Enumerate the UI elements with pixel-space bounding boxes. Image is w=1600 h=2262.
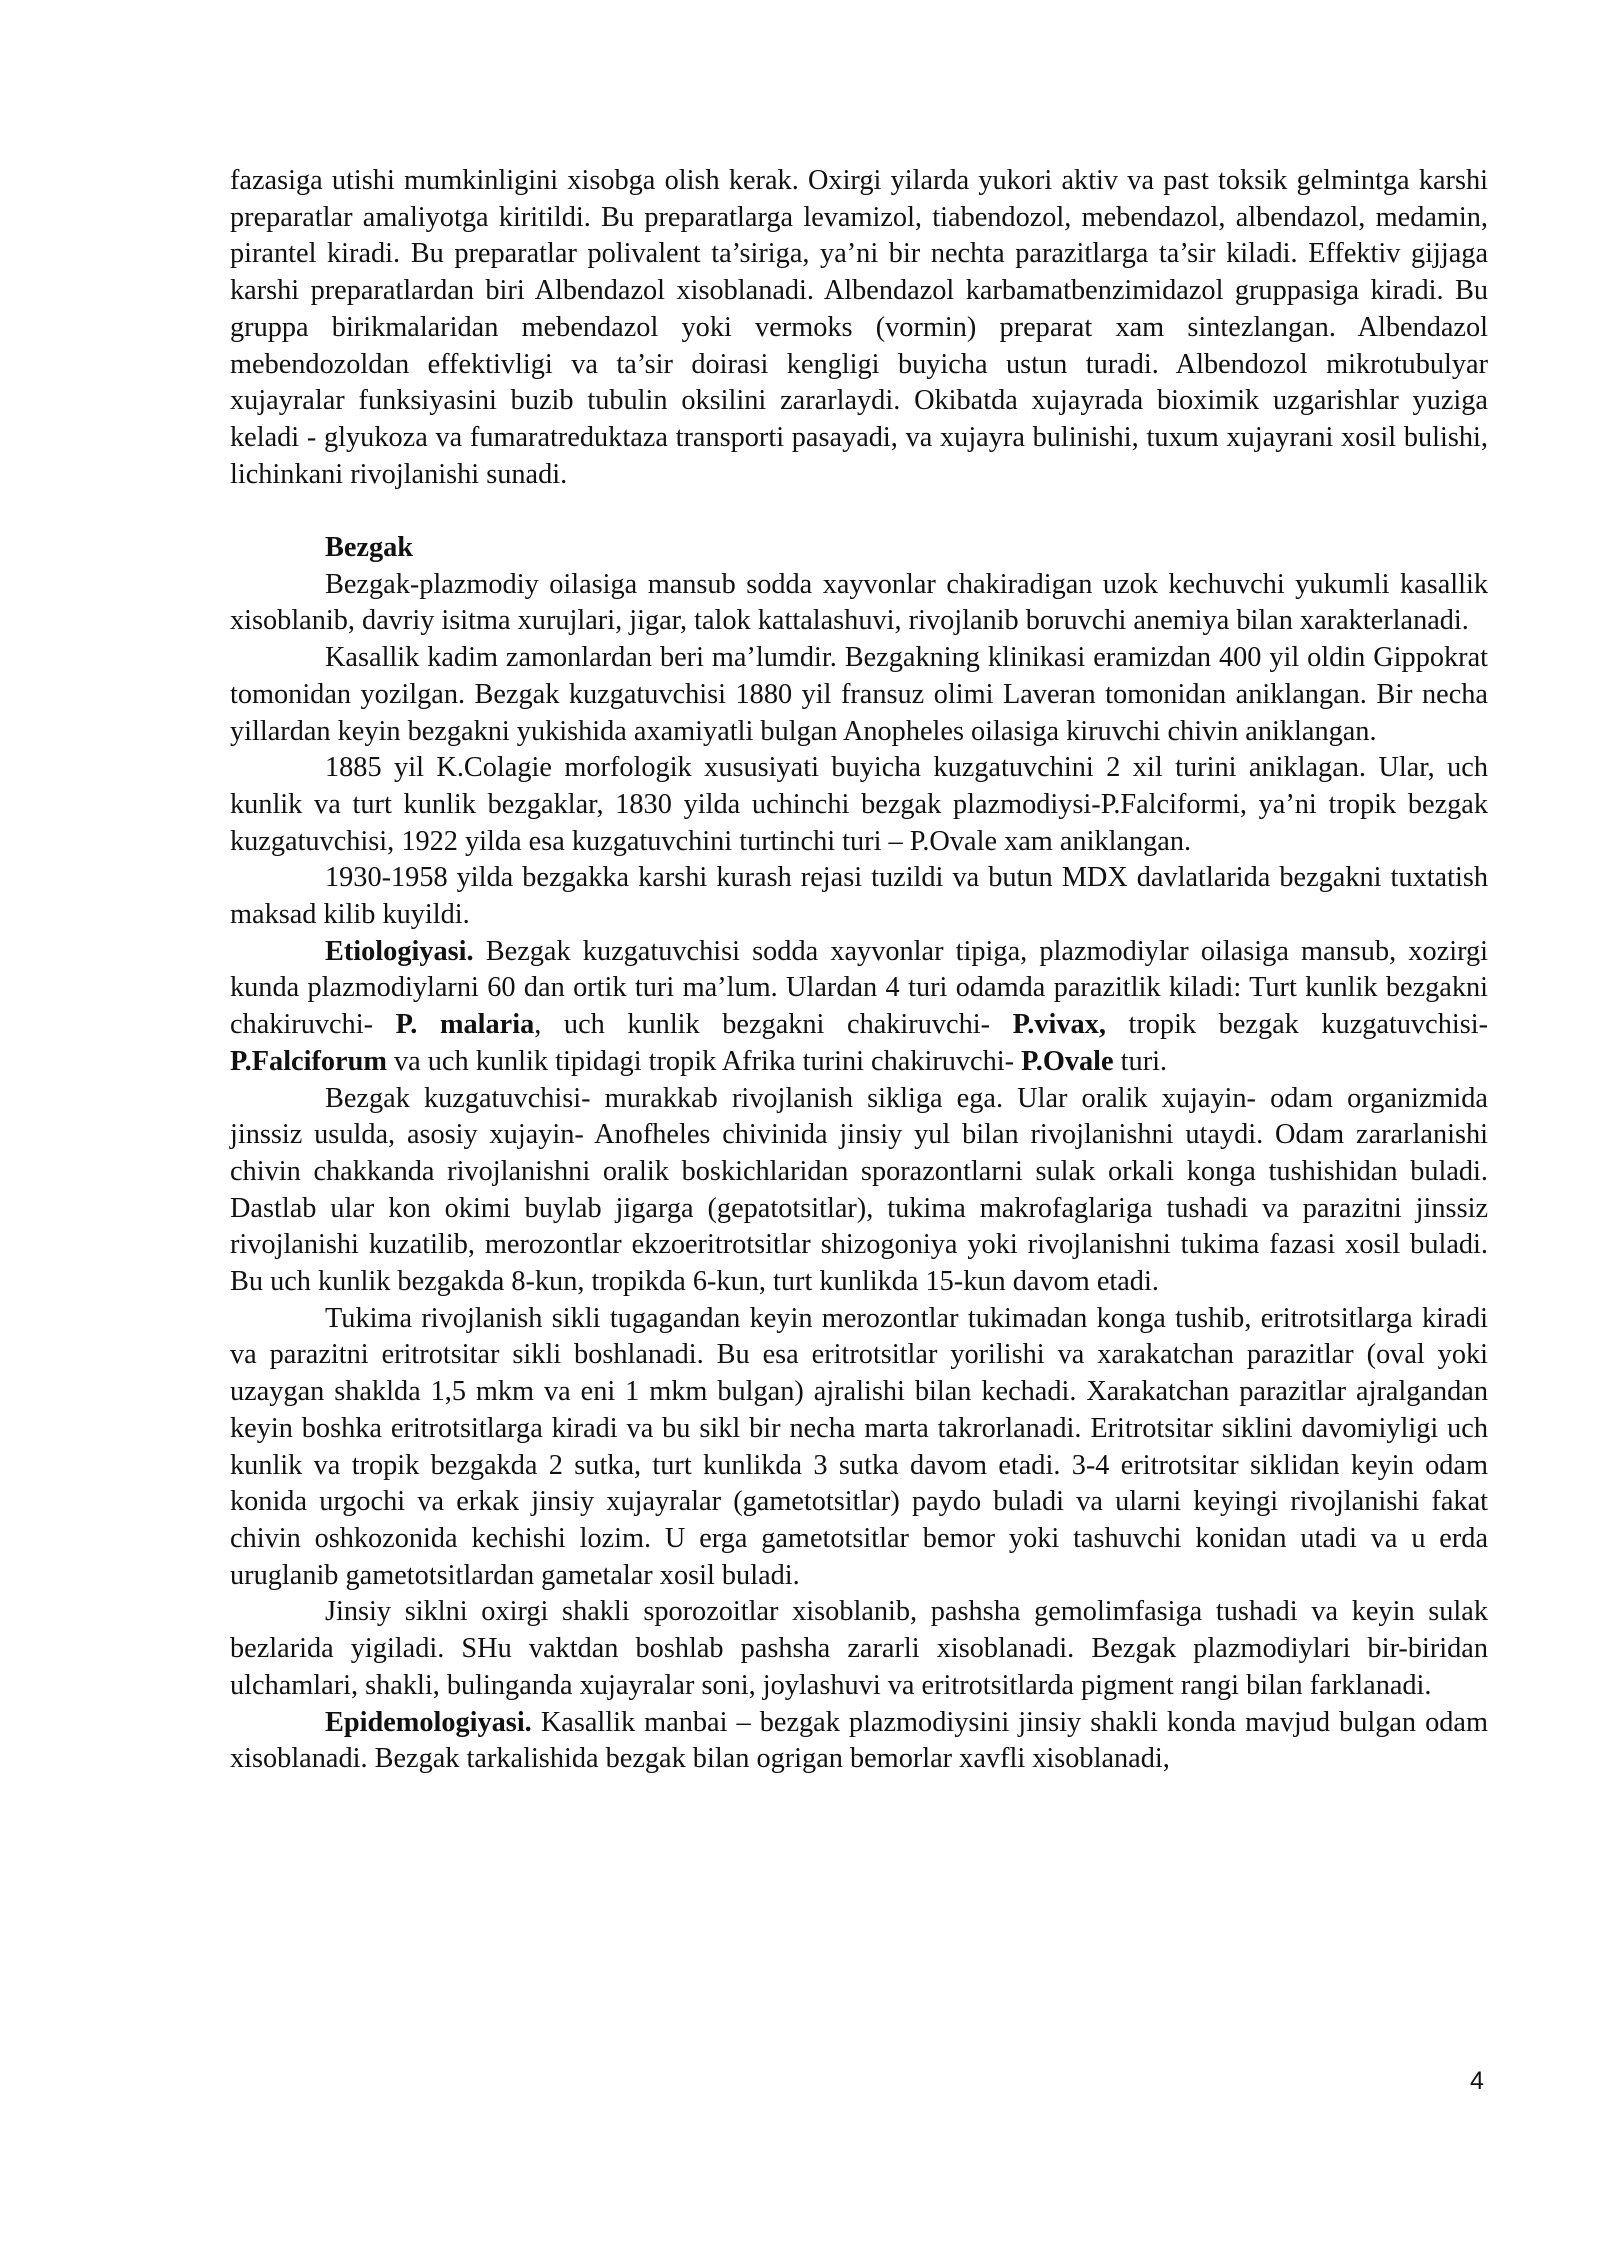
species-p-vivax: P.vivax, [1012, 1009, 1106, 1041]
etiology-text-4: va uch kunlik tipidagi tropik Afrika turini chakiruvchi- [386, 1045, 1022, 1077]
etiology-text-1: Bezgak kuzgatuvchisi sodda xayvonlar tipiga, plazmodiylar oilasiga mansub, xozirgi kunda plazmodiylarni 60 dan ortik turi ma’lum. Ulardan 4 turi odamda parazitlik kiladi: Turt kunlik bezgakni chakiruvchi- [230, 935, 1488, 1041]
species-p-malaria: P. malaria [395, 1009, 535, 1041]
paragraph-history: Kasallik kadim zamonlardan beri ma’lumdir. Bezgakning klinikasi eramizdan 400 yil oldin Gippokrat tomonidan yozilgan. Bezgak kuzgatuvchisi 1880 yil fransuz olimi Laveran tomonidan aniklangan. Bir necha yillardan keyin bezgakni yukishida axamiyatli bulgan Anopheles oilasiga kiruvchi chivin aniklangan. [230, 642, 1488, 747]
page-number: 4 [1470, 2067, 1484, 2095]
document-page [230, 163, 1488, 1778]
species-p-falciforum: P.Falciforum [230, 1045, 387, 1077]
paragraph-sexual-cycle: Jinsiy siklni oxirgi shakli sporozoitlar xisoblanib, pashsha gemolimfasiga tushadi va keyin sulak bezlarida yigiladi. SHu vaktdan boshlab pashsha zararli xisoblanadi. Bezgak plazmodiylari bir-biridan ulchamlari, shakli, bulinganda xujayralar soni, joylashuvi va eritrotsitlarda pigment rangi bilan farklanadi. [230, 1596, 1488, 1701]
etiology-label: Etiologiyasi. [325, 935, 474, 967]
etiology-text-2: , uch kunlik bezgakni chakiruvchi- [534, 1009, 1013, 1041]
paragraph-bezgak-definition: Bezgak-plazmodiy oilasiga mansub sodda xayvonlar chakiradigan uzok kechuvchi yukumli kasallik xisoblanib, davriy isitma xurujlari, jigar, talok kattalashuvi, rivojlanib boruvchi anemiya bilan xarakterlanadi. [230, 568, 1488, 637]
section-heading-bezgak: Bezgak [325, 532, 414, 564]
paragraph-erythrocytic-cycle: Tukima rivojlanish sikli tugagandan keyin merozontlar tukimadan konga tushib, eritrotsitlarga kiradi va parazitni eritrotsitar sikli boshlanadi. Bu esa eritrotsitlar yorilishi va xarakatchan parazitlar (oval yoki uzaygan shaklda 1,5 mkm va eni 1 mkm bulgan) ajralishi bilan kechadi. Xarakatchan parazitlar ajralgandan keyin boshka eritrotsitlarga kiradi va bu sikl bir necha marta takrorlanadi. Eritrotsitar siklini davomiyligi uch kunlik va tropik bezgakda 2 sutka, turt kunlikda 3 sutka davom etadi. 3-4 eritrotsitar siklidan keyin odam konida urgochi va erkak jinsiy xujayralar (gametotsitlar) paydo buladi va ularni keyingi rivojlanishi fakat chivin oshkozonida kechishi lozim. U erga gametotsitlar bemor yoki tashuvchi konidan utadi va u erda uruglanib gametotsitlardan gametalar xosil buladi. [230, 1302, 1488, 1591]
paragraph-discovery: 1885 yil K.Colagie morfologik xususiyati buyicha kuzgatuvchini 2 xil turini aniklagan. Ular, uch kunlik va turt kunlik bezgaklar, 1830 yilda uchinchi bezgak plazmodiysi-P.Falciformi, ya’ni tropik bezgak kuzgatuvchisi, 1922 yilda esa kuzgatuvchini turtinchi turi – P.Ovale xam aniklangan. [230, 752, 1488, 857]
etiology-text-5: turi. [1113, 1045, 1168, 1077]
species-p-ovale: P.Ovale [1021, 1045, 1114, 1077]
paragraph-epidemiology [230, 1705, 1488, 1778]
paragraph-life-cycle: Bezgak kuzgatuvchisi- murakkab rivojlanish sikliga ega. Ular oralik xujayin- odam organizmida jinssiz usulda, asosiy xujayin- Anofheles chivinida jinsiy yul bilan rivojlanishni utaydi. Odam zararlanishi chivin chakkanda rivojlanishni oralik boskichlaridan sporazontlarni sulak orkali konga tushishidan buladi. Dastlab ular kon okimi buylab jigarga (gepatotsitlar), tukima makrofaglariga tushadi va parazitni jinssiz rivojlanishi kuzatilib, merozontlar ekzoeritrotsitlar shizogoniya yoki rivojlanishni tukima fazasi xosil buladi. Bu uch kunlik bezgakda 8-kun, tropikda 6-kun, turt kunlikda 15-kun davom etadi. [230, 1082, 1488, 1298]
epidemiology-label: Epidemologiyasi. [325, 1706, 532, 1738]
paragraph-etiology [230, 934, 1488, 1081]
epidemiology-text: Kasallik manbai – bezgak plazmodiysini jinsiy shakli konda mavjud bulgan odam xisoblanadi. Bezgak tarkalishida bezgak bilan ogrigan bemorlar xavfli xisoblanadi, [230, 1706, 1488, 1775]
paragraph-control-plan: 1930-1958 yilda bezgakka karshi kurash rejasi tuzildi va butun MDX davlatlarida bezgakni tuxtatish maksad kilib kuyildi. [230, 862, 1488, 931]
etiology-text-3: tropik bezgak kuzgatuvchisi- [1105, 1009, 1488, 1041]
paragraph-albendazol: fazasiga utishi mumkinligini xisobga olish kerak. Oxirgi yilarda yukori aktiv va past toksik gelmintga karshi preparatlar amaliyotga kiritildi. Bu preparatlarga levamizol, tiabendozol, mebendazol, albendazol, medamin, pirantel kiradi. Bu preparatlar polivalent ta’siriga, ya’ni bir nechta parazitlarga ta’sir kiladi. Effektiv gijjaga karshi preparatlardan biri Albendazol xisoblanadi. Albendazol karbamatbenzimidazol gruppasiga kiradi. Bu gruppa birikmalaridan mebendazol yoki vermoks (vormin) preparat xam sintezlangan. Albendazol mebendozoldan effektivligi va ta’sir doirasi kengligi buyicha ustun turadi. Albendozol mikrotubulyar xujayralar funksiyasini buzib tubulin oksilini zararlaydi. Okibatda xujayrada bioximik uzgarishlar yuziga keladi - glyukoza va fumaratreduktaza transporti pasayadi, va xujayra bulinishi, tuxum xujayrani xosil bulishi, lichinkani rivojlanishi sunadi. [230, 165, 1488, 490]
